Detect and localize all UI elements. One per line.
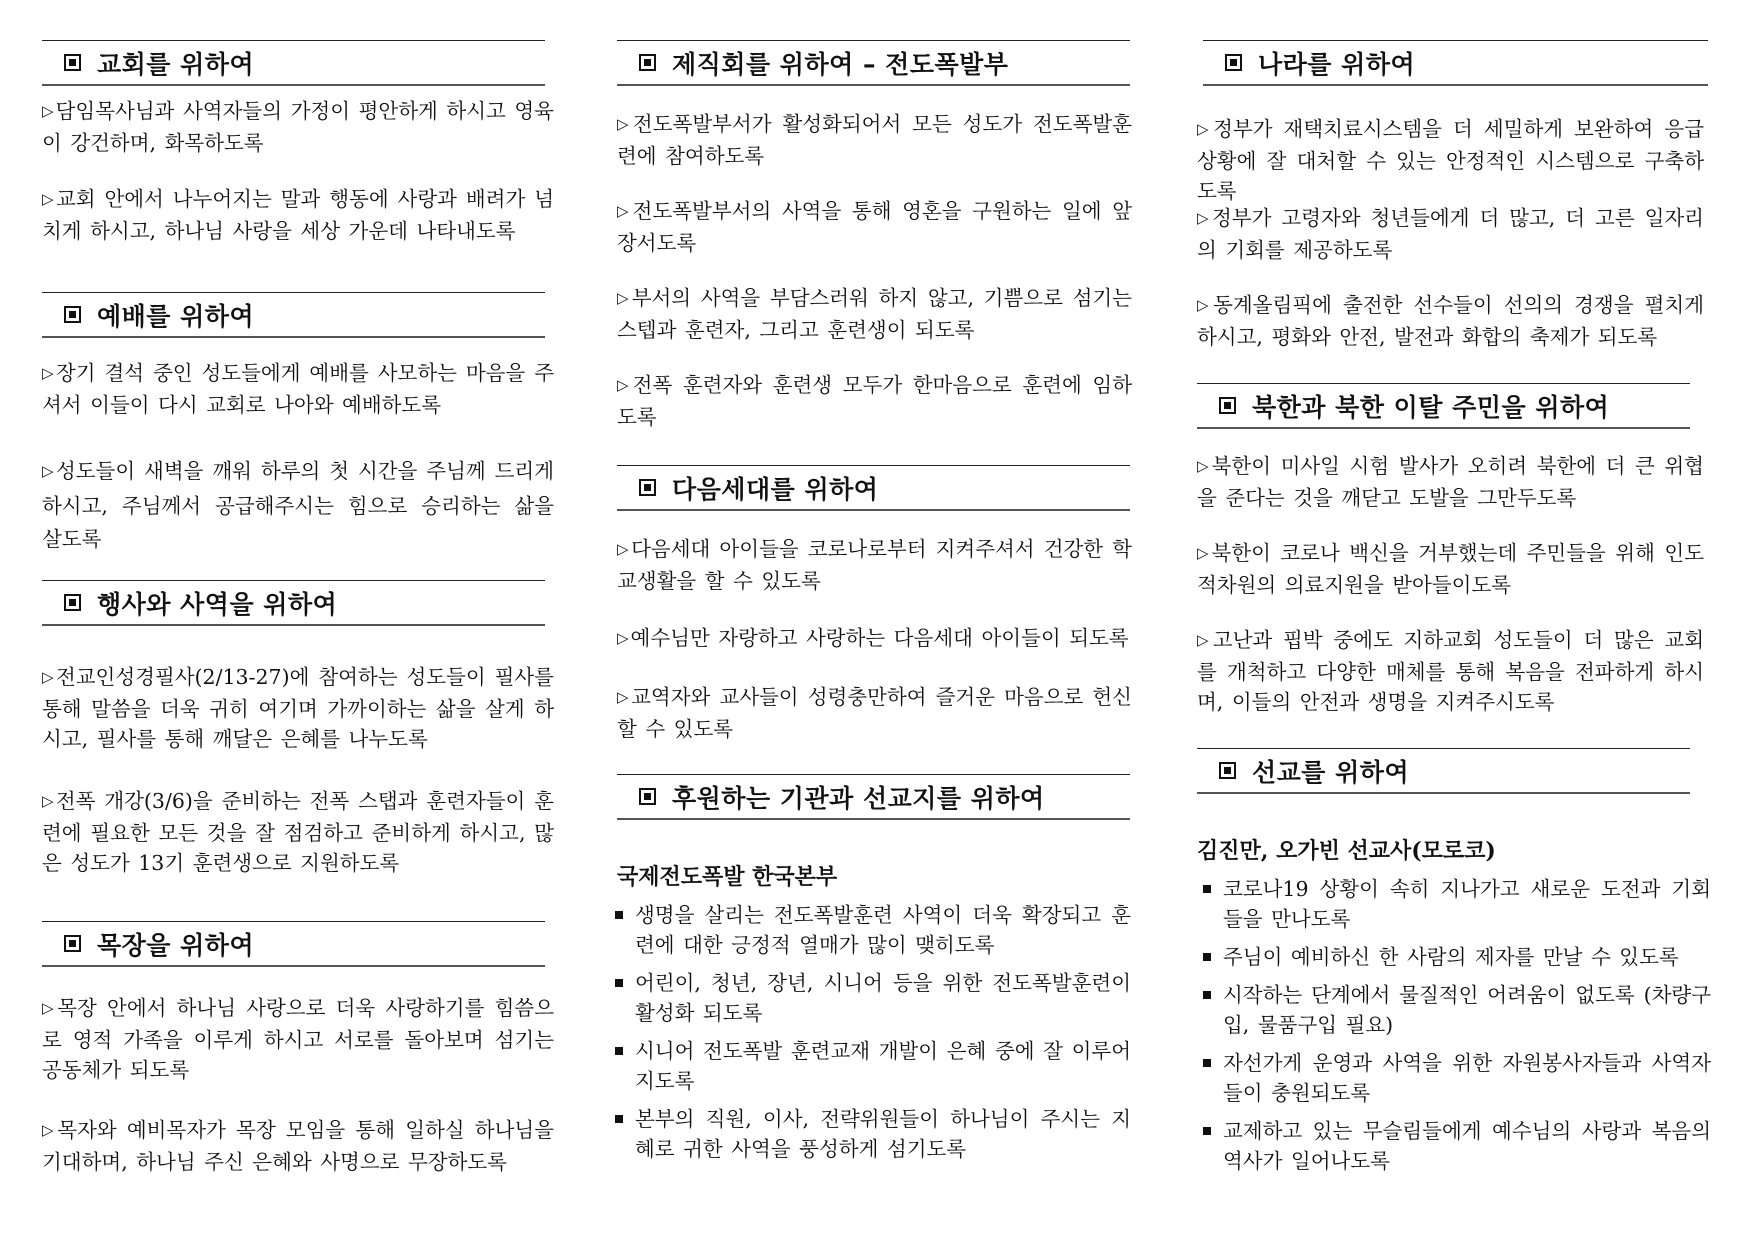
square-marker-icon [639, 479, 656, 496]
prayer-item: ▷정부가 재택치료시스템을 더 세밀하게 보완하여 응급상황에 잘 대처할 수 있는 안정적인 시스템으로 구축하도록 [1197, 117, 1704, 203]
prayer-item: ▷북한이 미사일 시험 발사가 오히려 북한에 더 큰 위협을 준다는 것을 깨닫고 도발을 그만두도록 [1197, 454, 1704, 510]
section-title: 제직회를 위하여 – 전도폭발부 [672, 49, 1009, 79]
section-title: 북한과 북한 이탈 주민을 위하여 [1252, 392, 1610, 422]
prayer-item: ▷성도들이 새벽을 깨워 하루의 첫 시간을 주님께 드리게 하시고, 주님께서 공급해주시는 힘으로 승리하는 삶을 살도록 [42, 459, 554, 551]
prayer-item: ▷목장 안에서 하나님 사랑으로 더욱 사랑하기를 힘씀으로 영적 가족을 이루게 하시고 서로를 돌아보며 섬기는 공동체가 되도록 [42, 996, 554, 1082]
square-bullet-icon [1203, 991, 1211, 999]
list-item: 어린이, 청년, 장년, 시니어 등을 위한 전도폭발훈련이 활성화 되도록 [609, 968, 1131, 1028]
prayer-item: ▷전도폭발부서가 활성화되어서 모든 성도가 전도폭발훈련에 참여하도록 [617, 112, 1132, 168]
section-title: 선교를 위하여 [1252, 757, 1410, 787]
section-header-events [42, 580, 545, 626]
square-bullet-icon [1203, 1059, 1211, 1067]
square-marker-icon [1225, 54, 1242, 71]
triangle-bullet-icon: ▷ [1197, 120, 1212, 138]
triangle-bullet-icon: ▷ [42, 462, 54, 480]
section-header-north-korea [1197, 383, 1690, 429]
prayer-item: ▷부서의 사역을 부담스러워 하지 않고, 기쁨으로 섬기는 스텝과 훈련자, 그리고 훈련생이 되도록 [617, 286, 1132, 342]
square-bullet-icon [615, 1115, 623, 1123]
prayer-item: ▷전도폭발부서의 사역을 통해 영혼을 구원하는 일에 앞장서도록 [617, 199, 1132, 255]
section-header-cell-group [42, 921, 545, 967]
square-marker-icon [64, 935, 81, 952]
prayer-item: ▷전교인성경필사(2/13-27)에 참여하는 성도들이 필사를 통해 말씀을 더욱 귀히 여기며 가까이하는 삶을 살게 하시고, 필사를 통해 깨달은 은혜를 나누도록 [42, 665, 554, 751]
organization-heading: 국제전도폭발 한국본부 [617, 864, 838, 890]
section-header-deacons [617, 40, 1130, 86]
triangle-bullet-icon: ▷ [617, 115, 631, 133]
square-bullet-icon [615, 979, 623, 987]
list-item: 생명을 살리는 전도폭발훈련 사역이 더욱 확장되고 훈련에 대한 긍정적 열매가 많이 맺히도록 [609, 900, 1131, 960]
prayer-item: ▷전폭 개강(3/6)을 준비하는 전폭 스탭과 훈련자들이 훈련에 필요한 모든 것을 잘 점검하고 준비하게 하시고, 많은 성도가 13기 훈련생으로 지원하도록 [42, 789, 554, 875]
prayer-item: ▷담임목사님과 사역자들의 가정이 평안하게 하시고 영육이 강건하며, 화목하도록 [42, 99, 554, 155]
section-title: 다음세대를 위하여 [672, 474, 879, 504]
section-title: 후원하는 기관과 선교지를 위하여 [672, 783, 1045, 813]
list-item: 자선가게 운영과 사역을 위한 자원봉사자들과 사역자들이 충원되도록 [1197, 1048, 1711, 1108]
prayer-item: ▷동계올림픽에 출전한 선수들이 선의의 경쟁을 펼치게 하시고, 평화와 안전, 발전과 화합의 축제가 되도록 [1197, 293, 1704, 349]
bullet-list [609, 900, 1131, 1172]
section-header-church [42, 40, 545, 86]
list-item: 코로나19 상황이 속히 지나가고 새로운 도전과 기회들을 만나도록 [1197, 874, 1711, 934]
section-header-worship [42, 292, 545, 338]
square-marker-icon [64, 306, 81, 323]
list-item: 교제하고 있는 무슬림들에게 예수님의 사랑과 복음의 역사가 일어나도록 [1197, 1116, 1711, 1176]
section-title: 행사와 사역을 위하여 [97, 589, 338, 619]
square-marker-icon [639, 788, 656, 805]
bullet-list [1197, 874, 1711, 1184]
square-bullet-icon [1203, 1127, 1211, 1135]
list-item: 시작하는 단계에서 물질적인 어려움이 없도록 (차량구입, 물품구입 필요) [1197, 980, 1711, 1040]
square-bullet-icon [615, 1047, 623, 1055]
triangle-bullet-icon: ▷ [42, 1121, 56, 1139]
prayer-item: ▷전폭 훈련자와 훈련생 모두가 한마음으로 훈련에 임하도록 [617, 373, 1132, 429]
prayer-item: ▷고난과 핍박 중에도 지하교회 성도들이 더 많은 교회를 개척하고 다양한 매체를 통해 복음을 전파하게 하시며, 이들의 안전과 생명을 지켜주시도록 [1197, 628, 1704, 714]
prayer-item: ▷다음세대 아이들을 코로나로부터 지켜주셔서 건강한 학교생활을 할 수 있도록 [617, 537, 1132, 593]
triangle-bullet-icon: ▷ [42, 364, 54, 382]
triangle-bullet-icon: ▷ [617, 289, 630, 307]
square-marker-icon [1219, 397, 1236, 414]
list-item: 본부의 직원, 이사, 전략위원들이 하나님이 주시는 지혜로 귀한 사역을 풍성하게 섬기도록 [609, 1104, 1131, 1164]
square-bullet-icon [615, 911, 623, 919]
prayer-item: ▷예수님만 자랑하고 사랑하는 다음세대 아이들이 되도록 [617, 626, 1129, 650]
prayer-item: ▷목자와 예비목자가 목장 모임을 통해 일하실 하나님을 기대하며, 하나님 주신 은혜와 사명으로 무장하도록 [42, 1118, 554, 1174]
triangle-bullet-icon: ▷ [42, 792, 54, 810]
list-item: 시니어 전도폭발 훈련교재 개발이 은혜 중에 잘 이루어지도록 [609, 1036, 1131, 1096]
square-bullet-icon [1203, 885, 1211, 893]
section-title: 나라를 위하여 [1258, 49, 1416, 79]
triangle-bullet-icon: ▷ [1197, 544, 1210, 562]
section-title: 예배를 위하여 [97, 301, 255, 331]
prayer-item: ▷교역자와 교사들이 성령충만하여 즐거운 마음으로 헌신할 수 있도록 [617, 685, 1132, 741]
section-title: 목장을 위하여 [97, 930, 255, 960]
triangle-bullet-icon: ▷ [617, 376, 631, 394]
triangle-bullet-icon: ▷ [42, 190, 54, 208]
section-header-next-generation [617, 465, 1130, 511]
triangle-bullet-icon: ▷ [1197, 631, 1211, 649]
square-marker-icon [639, 54, 656, 71]
section-header-nation [1203, 40, 1708, 86]
prayer-item: ▷정부가 고령자와 청년들에게 더 많고, 더 고른 일자리의 기회를 제공하도록 [1197, 206, 1704, 262]
square-marker-icon [64, 594, 81, 611]
triangle-bullet-icon: ▷ [617, 629, 629, 647]
triangle-bullet-icon: ▷ [617, 540, 630, 558]
section-header-supported-missions [617, 774, 1130, 820]
prayer-item: ▷북한이 코로나 백신을 거부했는데 주민들을 위해 인도적차원의 의료지원을 받아들이도록 [1197, 541, 1704, 597]
triangle-bullet-icon: ▷ [42, 999, 56, 1017]
prayer-item: ▷교회 안에서 나누어지는 말과 행동에 사랑과 배려가 넘치게 하시고, 하나님 사랑을 세상 가운데 나타내도록 [42, 187, 554, 243]
triangle-bullet-icon: ▷ [1197, 209, 1210, 227]
list-item: 주님이 예비하신 한 사람의 제자를 만날 수 있도록 [1197, 942, 1711, 972]
triangle-bullet-icon: ▷ [617, 202, 631, 220]
triangle-bullet-icon: ▷ [42, 668, 54, 686]
section-header-missions [1197, 748, 1690, 794]
section-title: 교회를 위하여 [97, 49, 255, 79]
triangle-bullet-icon: ▷ [617, 688, 630, 706]
triangle-bullet-icon: ▷ [42, 102, 54, 120]
triangle-bullet-icon: ▷ [1197, 457, 1210, 475]
prayer-item: ▷장기 결석 중인 성도들에게 예배를 사모하는 마음을 주셔서 이들이 다시 교회로 나아와 예배하도록 [42, 361, 554, 417]
square-marker-icon [64, 54, 81, 71]
missionary-heading: 김진만, 오가빈 선교사(모로코) [1197, 838, 1496, 864]
triangle-bullet-icon: ▷ [1197, 296, 1212, 314]
square-marker-icon [1219, 762, 1236, 779]
square-bullet-icon [1203, 953, 1211, 961]
